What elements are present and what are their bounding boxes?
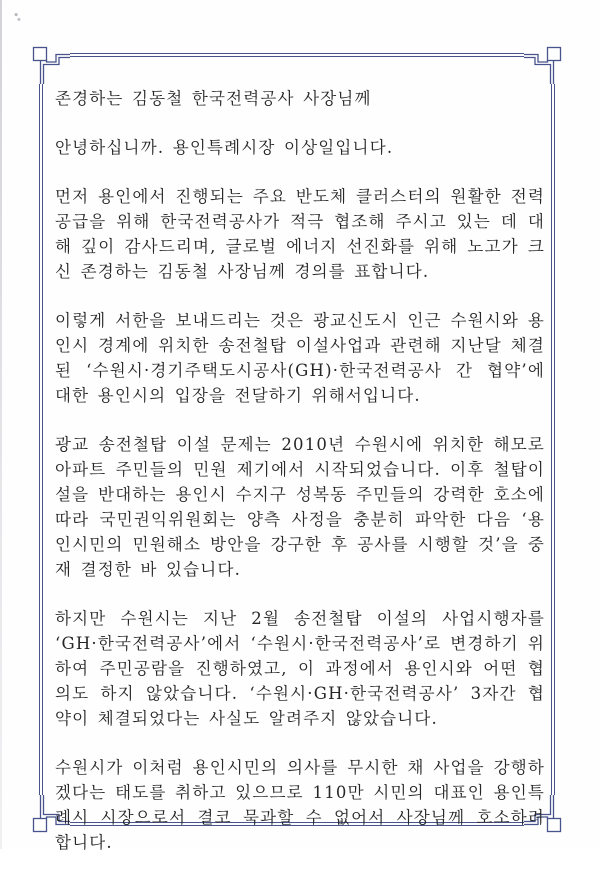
letter-paragraph: 먼저 용인에서 진행되는 주요 반도체 클러스터의 원활한 전력공급을 위해 한국전력공사가 적극 협조해 주시고 있는 데 대해 깊이 감사드리며, 글로벌 에너지 선진화를 위해 노고가 크신 존경하는 김동철 사장님께 경의를 표합니다. xyxy=(55,187,545,281)
letter-body xyxy=(55,86,545,879)
letter-paragraph: 광교 송전철탑 이설 문제는 2010년 수원시에 위치한 해모로아파트 주민들의 민원 제기에서 시작되었습니다. 이후 철탑이설을 반대하는 용인시 수지구 성복동 주민들의 강력한 호소에 따라 국민권익위원회는 양측 사정을 충분히 파악한 다음 ‘용인시민의 민원해소 방안을 강구한 후 공사를 시행할 것’을 중재 결정한 바 있습니다. xyxy=(55,435,545,579)
letter-paragraph: 수원시가 이처럼 용인시민의 의사를 무시한 채 사업을 강행하겠다는 태도를 취하고 있으므로 110만 시민의 대표인 용인특례시 시장으로서 결코 묵과할 수 없어서 사장님께 호소하려 합니다. xyxy=(55,758,545,852)
border-corner-ornament-top-left xyxy=(30,44,70,84)
scan-speck xyxy=(14,13,21,21)
border-corner-ornament-top-right xyxy=(524,44,564,84)
letter-paragraph: 이렇게 서한을 보내드리는 것은 광교신도시 인근 수원시와 용인시 경계에 위치한 송전철탑 이설사업과 관련해 지난달 체결된 ‘수원시·경기주택도시공사(GH)·한국전력공사 간 협약’에 대한 용인시의 입장을 전달하기 위해서입니다. xyxy=(55,311,545,405)
letter-paragraph: 하지만 수원시는 지난 2월 송전철탑 이설의 사업시행자를 ‘GH·한국전력공사’에서 ‘수원시·한국전력공사’로 변경하기 위하여 주민공람을 진행하였고, 이 과정에서 용인시와 어떤 협의도 하지 않았습니다. ‘수원시·GH·한국전력공사’ 3자간 협약이 체결되었다는 사실도 알려주지 않았습니다. xyxy=(55,609,545,728)
scan-edge-artifact xyxy=(0,0,2,849)
letter-greeting: 안녕하십니까. 용인특례시장 이상일입니다. xyxy=(55,138,394,157)
letter-salutation: 존경하는 김동철 한국전력공사 사장님께 xyxy=(55,89,372,108)
